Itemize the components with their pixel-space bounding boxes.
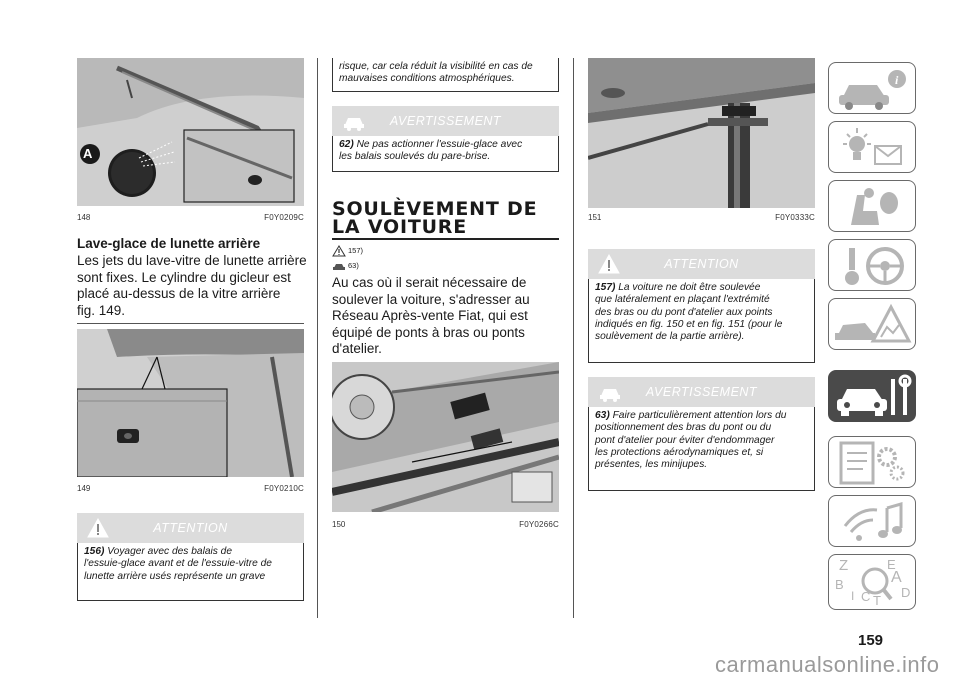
text-line (339, 139, 552, 151)
text-line: soulèvement de la partie arrière). (595, 331, 745, 343)
text-line: les protections aérodynamiques et, si (595, 446, 764, 458)
underbody-lift-illustration (332, 362, 559, 512)
text-line: Faire particulièrement attention lors du (612, 410, 787, 421)
key-steering-icon (829, 240, 917, 292)
sidebar-tab-safety-lights[interactable] (828, 121, 916, 173)
car-ref-icon (332, 260, 346, 272)
text-line: Réseau Après-vente Fiat, qui est (332, 308, 528, 324)
text-line: risque, car cela réduit la visibilité en cas de (339, 61, 533, 72)
avertissement-title: AVERTISSEMENT (645, 385, 758, 399)
text-line (595, 282, 808, 294)
rear-window-illustration (77, 329, 304, 477)
text-line: fig. 149. (77, 302, 126, 318)
sidebar-tab-multimedia[interactable] (828, 495, 916, 547)
avertissement-title: AVERTISSEMENT (389, 114, 502, 128)
body-paragraph (77, 253, 307, 319)
car-info-icon (829, 63, 917, 115)
body-paragraph (332, 275, 562, 358)
figure-151-caption (588, 213, 815, 222)
warning-ref: 157) (348, 246, 364, 255)
figure-150-caption (332, 520, 559, 529)
datasheet-gear-icon (829, 437, 917, 489)
reference-number: 62) (339, 139, 354, 150)
text-line: les balais soulevés du pare-brise. (339, 151, 491, 163)
figure-number: 151 (588, 213, 602, 222)
figure-148 (77, 58, 304, 206)
text-line: Ne pas actionner l'essuie-glace avec (356, 139, 523, 150)
sidebar-tab-maintenance[interactable] (828, 370, 916, 422)
reference-number: 63) (595, 410, 610, 421)
text-line: d'atelier. (332, 341, 382, 357)
figure-number: 148 (77, 213, 91, 222)
text-line: soulever la voiture, s'adresser au (332, 291, 530, 307)
sidebar-tab-technical-data[interactable] (828, 436, 916, 488)
text-line: pont d'atelier pour éviter d'endommager (595, 434, 775, 446)
warning-ref-icon (332, 245, 346, 257)
column-divider (573, 58, 574, 618)
svg-text:i: i (895, 73, 899, 87)
page-number: 159 (858, 632, 884, 649)
text-line: indiqués en fig. 150 et en fig. 151 (pour le (595, 318, 783, 330)
avertissement-header (588, 377, 815, 407)
index-letter: A (891, 569, 902, 586)
title-underline (332, 238, 559, 240)
text-line: Les jets du lave-vitre de lunette arrière (77, 253, 307, 268)
attention-title: ATTENTION (153, 521, 228, 535)
rear-wiper-illustration (77, 58, 304, 206)
figure-code: F0Y0210C (264, 484, 304, 493)
figure-150 (332, 362, 559, 512)
lights-mail-icon (829, 122, 917, 174)
text-line: mauvaises conditions atmosphériques. (339, 73, 515, 85)
section-title (332, 200, 537, 236)
text-line: La voiture ne doit être soulevée (618, 282, 761, 293)
text-line: équipé de ponts à bras ou ponts (332, 324, 525, 340)
text-line: l'essuie-glace avant et de l'essuie-vitre de (84, 558, 272, 570)
car-wrench-icon (829, 371, 917, 423)
title-line: SOULÈVEMENT DE (332, 198, 538, 220)
index-letter: Z (839, 557, 849, 574)
column-divider (317, 58, 318, 618)
section-heading: Lave-glace de lunette arrière (77, 236, 261, 251)
figure-number: 150 (332, 520, 346, 529)
callout-a: A (83, 146, 93, 161)
index-letter: B (835, 577, 844, 592)
attention-body (588, 279, 815, 363)
text-line (595, 410, 808, 422)
text-line: positionnement des bras du pont ou du (595, 422, 772, 434)
figure-151 (588, 58, 815, 208)
figure-code: F0Y0333C (775, 213, 815, 222)
music-wifi-icon (829, 496, 917, 548)
index-letter: E (887, 557, 896, 572)
index-letter: I (851, 589, 855, 603)
figure-148-caption (77, 213, 304, 222)
figure-149-caption (77, 484, 304, 493)
text-line: Au cas où il serait nécessaire de (332, 275, 527, 290)
title-line: LA VOITURE (332, 216, 468, 238)
index-letter: T (873, 593, 881, 608)
index-letter: C (861, 589, 871, 604)
attention-header (588, 249, 815, 279)
text-line (84, 546, 297, 558)
avertissement-body (588, 407, 815, 491)
attention-continuation (332, 58, 559, 92)
note-ref: 63) (348, 261, 359, 270)
text-line: des bras ou du pont d'atelier aux points (595, 306, 773, 318)
text-line: sont fixes. Le cylindre du gicleur est (77, 269, 291, 285)
attention-header (77, 513, 304, 543)
airbag-seat-icon (829, 181, 917, 233)
figure-code: F0Y0209C (264, 213, 304, 222)
crash-warning-icon (829, 299, 917, 351)
figure-code: F0Y0266C (519, 520, 559, 529)
car-warning-icon (342, 111, 364, 131)
text-line: placé au-dessus de la vitre arrière (77, 286, 281, 302)
reference-number: 157) (595, 282, 616, 293)
sidebar-tab-index[interactable] (828, 554, 916, 610)
sidebar-tab-instruments[interactable] (828, 62, 916, 114)
text-line: lunette arrière usés représente un grave (84, 570, 266, 582)
warning-triangle-icon (87, 518, 109, 538)
divider (77, 323, 304, 324)
text-line: que latéralement en plaçant l'extrémité (595, 294, 770, 306)
car-warning-icon (598, 382, 620, 402)
watermark: carmanualsonline.info (715, 652, 940, 677)
text-line: présentes, les minijupes. (595, 459, 708, 471)
workshop-lift-illustration (588, 58, 815, 208)
attention-body (77, 543, 304, 601)
avertissement-header (332, 106, 559, 136)
warning-triangle-icon (598, 254, 620, 274)
text-line: Voyager avec des balais de (107, 546, 233, 557)
avertissement-body (332, 136, 559, 172)
figure-number: 149 (77, 484, 91, 493)
sidebar-tab-starting-driving[interactable] (828, 239, 916, 291)
figure-149 (77, 329, 304, 477)
sidebar-tab-emergency[interactable] (828, 298, 916, 350)
index-letter: D (901, 585, 911, 600)
attention-title: ATTENTION (664, 257, 739, 271)
reference-number: 156) (84, 546, 105, 557)
sidebar-tab-safety[interactable] (828, 180, 916, 232)
